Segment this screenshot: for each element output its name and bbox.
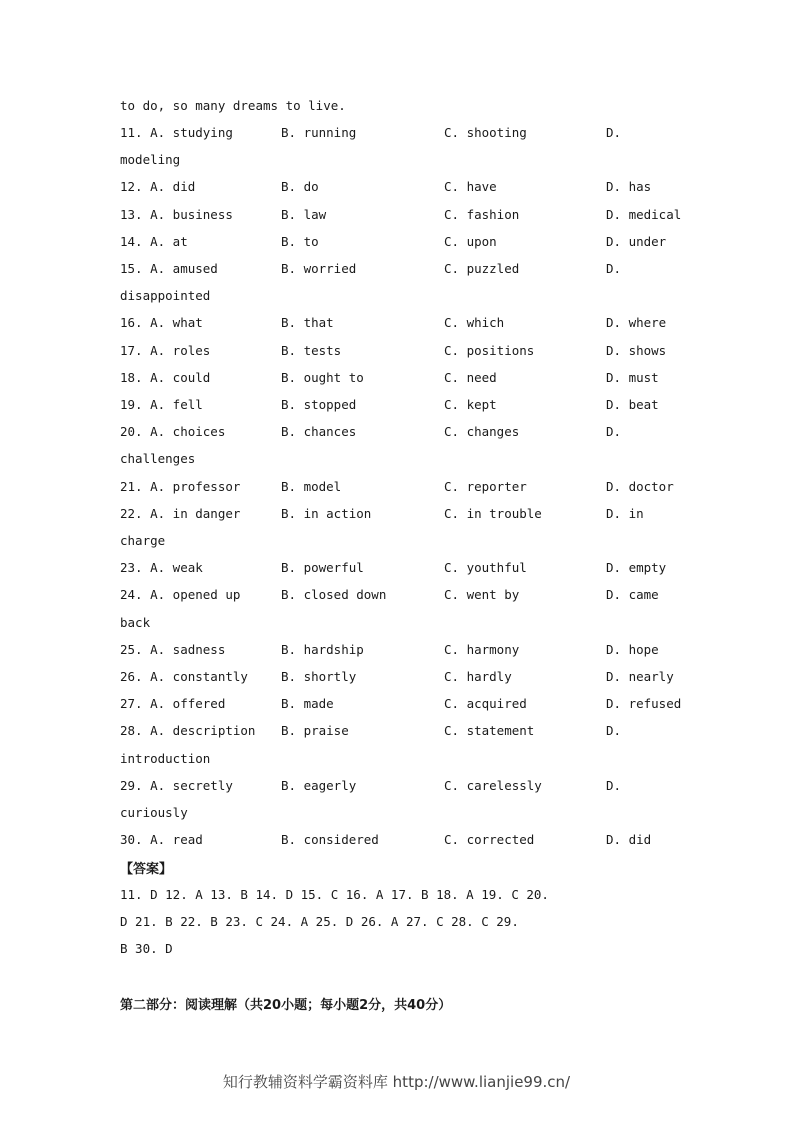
option-text: D. (606, 424, 622, 440)
option-text: 26. A. constantly (120, 669, 248, 684)
option-text: B. powerful (281, 560, 364, 576)
option-text: C. statement (444, 723, 535, 739)
question-row (120, 424, 680, 442)
option-text: B. considered (281, 832, 379, 848)
option-text: 27. A. offered (120, 696, 226, 712)
answer-line: B 30. D (120, 941, 173, 956)
question-row (120, 234, 680, 252)
question-row (120, 370, 680, 388)
option-text: C. have (444, 179, 497, 195)
question-row (120, 343, 680, 361)
option-text: 21. A. professor (120, 478, 241, 494)
option-text: B. praise (281, 723, 349, 739)
option-text: D. must (606, 369, 659, 385)
option-text: 24. A. opened up (120, 587, 241, 603)
option-text: C. in trouble (444, 505, 542, 521)
option-text: D. has (606, 179, 652, 195)
question-row (120, 669, 680, 687)
option-text: B. do (281, 179, 319, 195)
option-continuation: challenges (120, 451, 196, 467)
option-continuation: modeling (120, 152, 181, 168)
option-text: D. came (606, 587, 659, 603)
option-text: 23. A. weak (120, 560, 203, 576)
option-text: D. doctor (606, 478, 674, 494)
option-text: C. carelessly (444, 777, 542, 793)
option-text: B. worried (281, 261, 357, 276)
option-text: D. (606, 777, 622, 793)
question-row (120, 479, 680, 497)
answer-heading: 【答案】 (120, 862, 173, 878)
option-text: B. tests (281, 342, 342, 358)
option-text: C. reporter (444, 478, 527, 494)
option-text: C. harmony (444, 641, 520, 657)
option-text: C. positions (444, 342, 535, 358)
option-continuation: curiously (120, 805, 188, 820)
option-text: 17. A. roles (120, 342, 211, 358)
option-continuation: introduction (120, 750, 211, 766)
option-text: B. made (281, 696, 334, 712)
option-continuation: disappointed (120, 288, 211, 304)
option-text: D. did (606, 832, 652, 848)
option-text: 30. A. read (120, 832, 203, 848)
option-text: C. corrected (444, 832, 535, 848)
option-text: B. law (281, 206, 327, 222)
option-text: 19. A. fell (120, 397, 203, 412)
intro-line: to do, so many dreams to live. (120, 98, 346, 113)
option-text: D. shows (606, 342, 667, 358)
option-text: D. where (606, 315, 667, 331)
question-row (120, 179, 680, 197)
option-text: D. (606, 261, 622, 276)
option-text: B. model (281, 478, 342, 494)
option-text: D. under (606, 233, 667, 249)
question-row (120, 397, 680, 415)
option-text: D. hope (606, 641, 659, 657)
option-text: B. ought to (281, 369, 364, 385)
option-text: 25. A. sadness (120, 641, 226, 657)
option-text: 15. A. amused (120, 261, 218, 276)
option-text: C. shooting (444, 125, 527, 140)
footer-watermark: 知行教辅资料学霸资料库 http://www.lianjie99.cn/ (222, 1073, 571, 1091)
question-row (120, 642, 680, 660)
option-text: C. fashion (444, 206, 520, 222)
option-text: B. running (281, 125, 357, 140)
option-text: D. in (606, 505, 644, 521)
option-continuation: back (120, 614, 151, 630)
option-text: D. (606, 723, 622, 739)
option-text: B. closed down (281, 587, 387, 603)
option-text: 29. A. secretly (120, 777, 233, 793)
question-row (120, 696, 680, 714)
answer-line: D 21. B 22. B 23. C 24. A 25. D 26. A 27. C 28. C 29. (120, 913, 519, 929)
option-text: D. refused (606, 696, 682, 712)
option-text: B. eagerly (281, 777, 357, 793)
option-text: D. nearly (606, 669, 674, 684)
option-text: C. changes (444, 424, 520, 440)
option-text: C. puzzled (444, 261, 520, 276)
option-text: D. (606, 125, 622, 140)
option-text: D. medical (606, 206, 682, 222)
answer-line: 11. D 12. A 13. B 14. D 15. C 16. A 17. B 18. A 19. C 20. (120, 886, 549, 902)
question-row (120, 560, 680, 578)
option-text: B. chances (281, 424, 357, 440)
option-text: 28. A. description (120, 723, 256, 739)
question-row (120, 832, 680, 850)
question-row (120, 125, 680, 143)
option-text: C. which (444, 315, 505, 331)
option-text: B. hardship (281, 641, 364, 657)
option-text: C. went by (444, 587, 520, 603)
option-text: 14. A. at (120, 233, 188, 249)
option-text: 18. A. could (120, 369, 211, 385)
section-title: 第二部分：阅读理解（共20小题；每小题2分，共40分） (120, 998, 452, 1014)
question-row (120, 506, 680, 524)
question-row (120, 315, 680, 333)
option-text: B. to (281, 233, 319, 249)
option-text: 11. A. studying (120, 125, 233, 140)
question-row (120, 207, 680, 225)
option-text: D. empty (606, 560, 667, 576)
option-text: C. youthful (444, 560, 527, 576)
option-text: B. in action (281, 505, 372, 521)
option-text: C. upon (444, 233, 497, 249)
option-text: D. beat (606, 397, 659, 412)
option-text: C. need (444, 369, 497, 385)
option-text: B. stopped (281, 397, 357, 412)
option-text: B. shortly (281, 669, 357, 684)
option-text: B. that (281, 315, 334, 331)
question-row (120, 778, 680, 796)
question-row (120, 587, 680, 605)
option-continuation: charge (120, 533, 166, 548)
option-text: 13. A. business (120, 206, 233, 222)
option-text: 16. A. what (120, 315, 203, 331)
option-text: 12. A. did (120, 179, 196, 195)
option-text: C. acquired (444, 696, 527, 712)
option-text: 20. A. choices (120, 424, 226, 440)
question-row (120, 261, 680, 279)
option-text: C. hardly (444, 669, 512, 684)
option-text: C. kept (444, 397, 497, 412)
option-text: 22. A. in danger (120, 505, 241, 521)
question-row (120, 723, 680, 741)
